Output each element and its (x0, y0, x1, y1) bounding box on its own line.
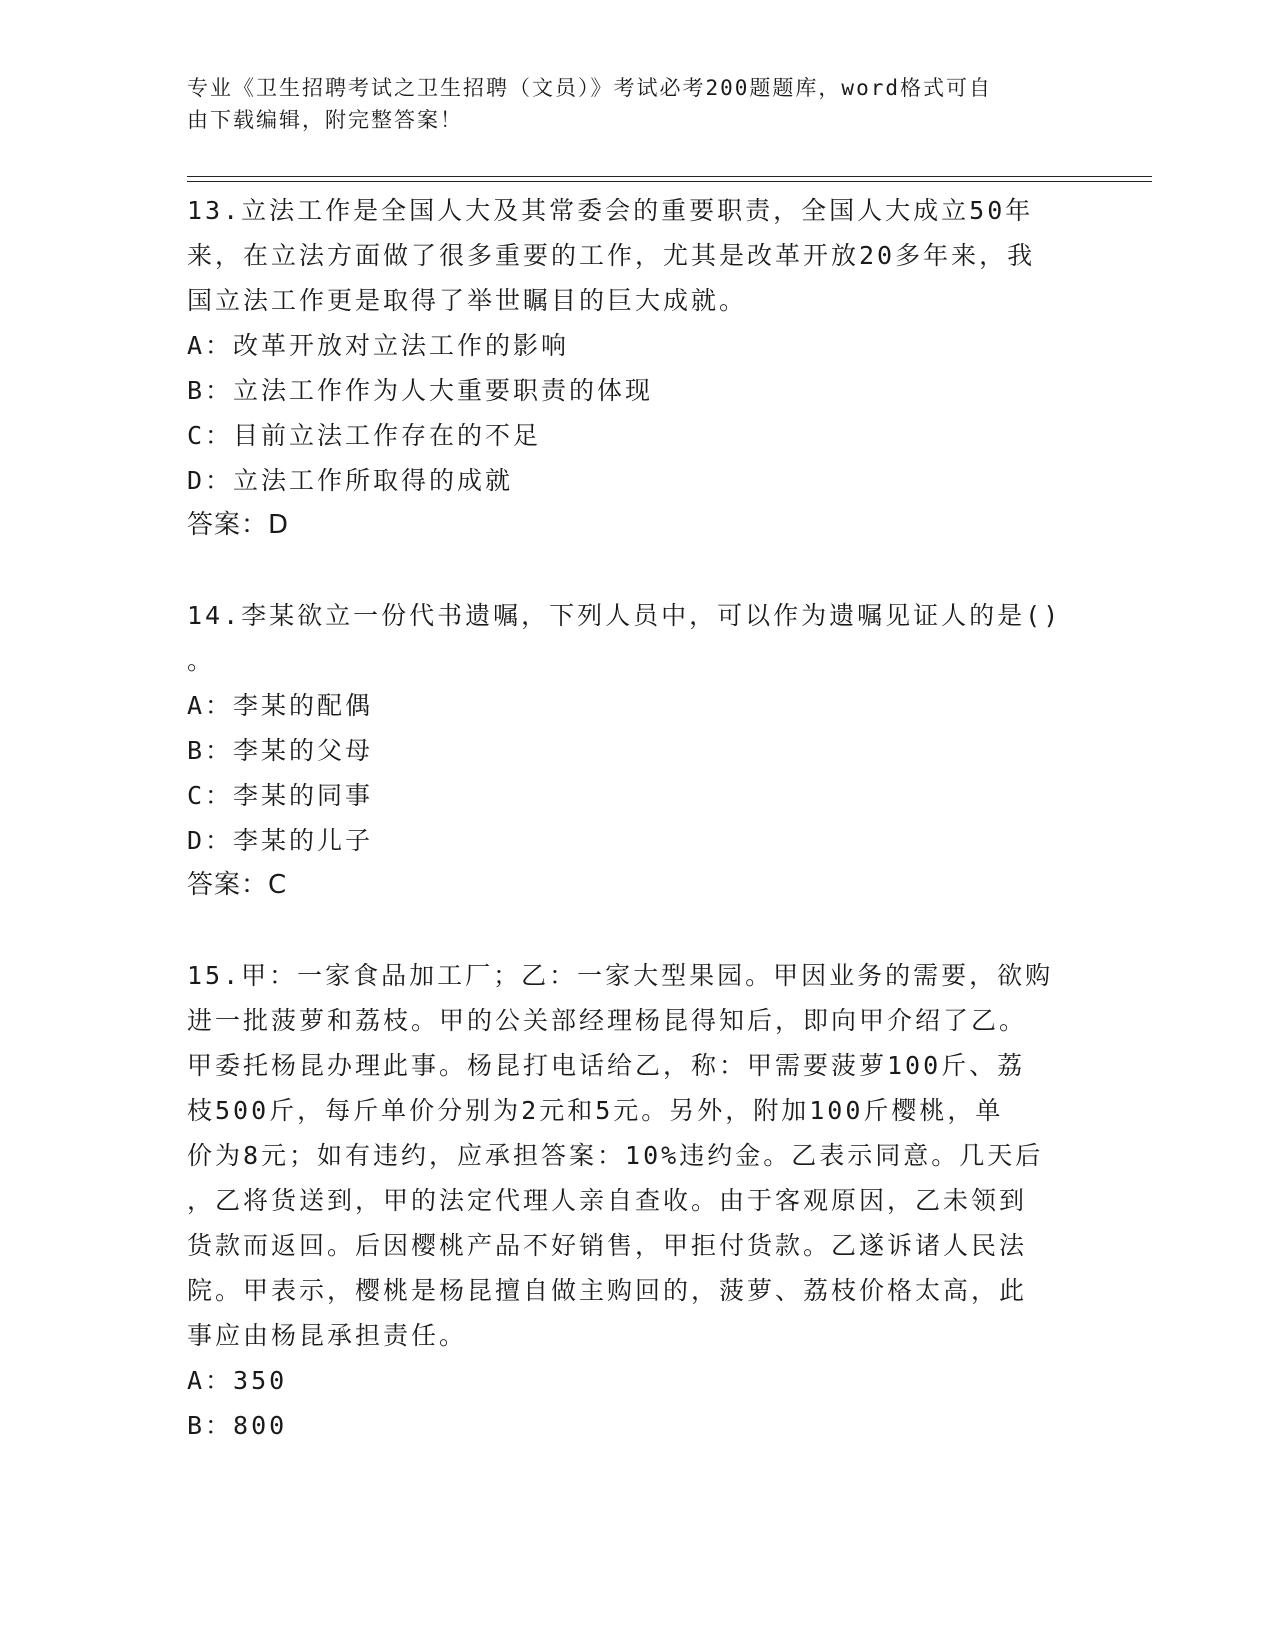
option-a: A：350 (187, 1366, 288, 1395)
option-c: C：目前立法工作存在的不足 (187, 421, 542, 450)
question-15 (187, 953, 1087, 1448)
question-13 (187, 188, 1087, 548)
header-divider-top (187, 176, 1152, 177)
question-text-line: 价为8元；如有违约，应承担答案：10%违约金。乙表示同意。几天后 (187, 1141, 1044, 1170)
header-divider-bottom (187, 181, 1152, 182)
question-text-line: 来，在立法方面做了很多重要的工作，尤其是改革开放20多年来，我 (187, 241, 1036, 270)
option-c: C：李某的同事 (187, 781, 374, 810)
option-b: B：立法工作作为人大重要职责的体现 (187, 376, 654, 405)
header-line-1: 专业《卫生招聘考试之卫生招聘（文员）》考试必考200题题库，word格式可自 (187, 76, 992, 100)
question-text-line: 14.李某欲立一份代书遗嘱，下列人员中，可以作为遗嘱见证人的是() (187, 601, 1062, 630)
document-header (187, 72, 1067, 136)
answer-line: 答案：C (187, 870, 288, 900)
header-line-2: 由下载编辑，附完整答案！ (187, 108, 463, 132)
question-text-line: 甲委托杨昆办理此事。杨昆打电话给乙，称：甲需要菠萝100斤、荔 (187, 1051, 1026, 1080)
spacer (187, 908, 1087, 953)
question-text-line: 15.甲：一家食品加工厂；乙：一家大型果园。甲因业务的需要，欲购 (187, 961, 1054, 990)
question-text-line: 枝500斤，每斤单价分别为2元和5元。另外，附加100斤樱桃，单 (187, 1096, 1004, 1125)
option-b: B：800 (187, 1411, 288, 1440)
question-text-line: 院。甲表示，樱桃是杨昆擅自做主购回的，菠萝、荔枝价格太高，此 (187, 1276, 1028, 1305)
option-d: D：立法工作所取得的成就 (187, 466, 514, 495)
question-text-line: 13.立法工作是全国人大及其常委会的重要职责，全国人大成立50年 (187, 196, 1034, 225)
question-text-line: 进一批菠萝和荔枝。甲的公关部经理杨昆得知后，即向甲介绍了乙。 (187, 1006, 1028, 1035)
option-b: B：李某的父母 (187, 736, 374, 765)
spacer (187, 548, 1087, 593)
answer-line: 答案：D (187, 510, 290, 540)
option-d: D：李某的儿子 (187, 826, 374, 855)
question-text-line: 国立法工作更是取得了举世瞩目的巨大成就。 (187, 286, 748, 315)
option-a: A：李某的配偶 (187, 691, 374, 720)
question-text-line: ，乙将货送到，甲的法定代理人亲自查收。由于客观原因，乙未领到 (187, 1186, 1028, 1215)
question-text-line: 货款而返回。后因樱桃产品不好销售，甲拒付货款。乙遂诉诸人民法 (187, 1231, 1028, 1260)
question-text-line: 。 (187, 646, 216, 675)
question-list (187, 188, 1087, 1448)
question-14 (187, 593, 1087, 908)
option-a: A：改革开放对立法工作的影响 (187, 331, 570, 360)
question-text-line: 事应由杨昆承担责任。 (187, 1321, 468, 1350)
